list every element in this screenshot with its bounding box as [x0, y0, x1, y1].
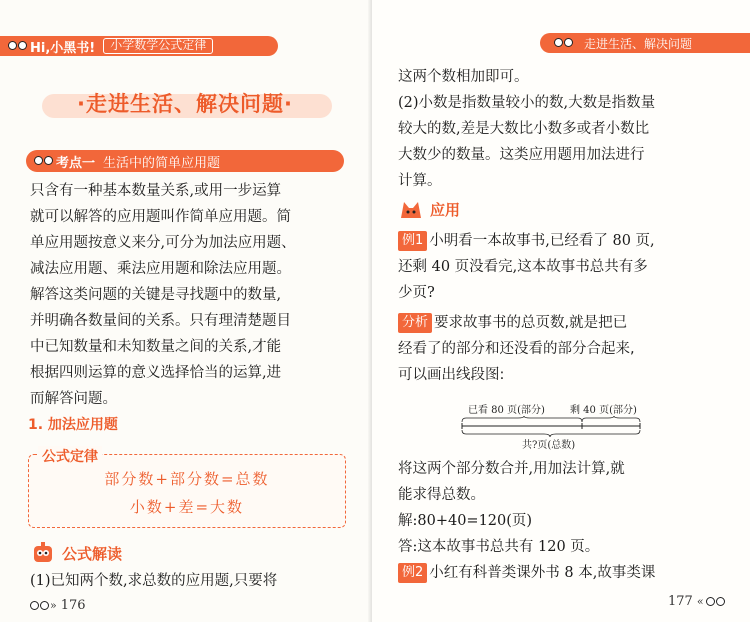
- right-page-number: [668, 594, 726, 609]
- text-line: 并明确各数量间的关系。只有理清楚题目: [30, 313, 291, 329]
- arrows-icon: «: [696, 595, 704, 608]
- diagram-label-total: 共?页(总数): [522, 440, 576, 450]
- left-page-number: [30, 598, 86, 613]
- header-chapter: 走进生活、解决问题: [584, 36, 693, 51]
- left-header-bar: [0, 36, 278, 56]
- formula-line: 小数+差=大数: [129, 498, 245, 516]
- text-line: 就可以解答的应用题叫作简单应用题。简: [30, 209, 291, 225]
- text-line: (1)已知两个数,求总数的应用题,只要将: [30, 573, 278, 589]
- text-line: 较大的数,差是大数比小数多或者小数比: [398, 121, 650, 137]
- mascot-eyes-icon: [554, 38, 574, 48]
- chapter-title: ·走进生活、解决问题·: [77, 92, 293, 116]
- mascot-eyes-icon: [8, 41, 28, 51]
- page-number-text: 177: [668, 594, 693, 609]
- text-line: 小红有科普类课外书 8 本,故事类课: [429, 565, 656, 581]
- mascot-eyes-icon: [706, 597, 726, 607]
- text-line: 中已知数量和未知数量之间的关系,才能: [30, 339, 282, 355]
- text-line: 解答这类问题的关键是寻找题中的数量,: [30, 287, 282, 303]
- analysis-tag: 分析: [398, 313, 432, 333]
- text-line: 经看了的部分和还没看的部分合起来,: [398, 341, 635, 357]
- text-line: 小明看一本故事书,已经看了 80 页,: [429, 233, 655, 249]
- text-line: 解:80+40=120(页): [398, 513, 533, 529]
- analysis-paragraph: [398, 310, 635, 388]
- text-line: 还剩 40 页没看完,这本故事书总共有多: [398, 259, 648, 275]
- continued-paragraph: [398, 64, 655, 194]
- mascot-eyes-icon: [30, 601, 50, 611]
- subheading-addition: 1. 加法应用题: [28, 417, 118, 433]
- section-bar: [26, 150, 344, 172]
- left-page: [0, 0, 372, 622]
- text-line: 只含有一种基本数量关系,或用一步运算: [30, 183, 282, 199]
- formula-tag: 公式定律: [38, 446, 102, 466]
- fox-mascot-icon: [398, 196, 424, 222]
- arrows-icon: »: [50, 599, 57, 612]
- header-brand: Hi,小黑书!: [30, 40, 96, 56]
- text-line: 大数少的数量。这类应用题用加法进行: [398, 147, 645, 163]
- diagram-label-remaining: 剩 40 页(部分): [570, 405, 637, 416]
- section-title: 生活中的简单应用题: [103, 155, 221, 171]
- brace-total: [462, 430, 640, 437]
- right-header-bar: [540, 33, 750, 53]
- text-line: (2)小数是指数量较小的数,大数是指数量: [398, 95, 656, 111]
- line-segment-diagram: [458, 404, 658, 450]
- text-line: 计算。: [398, 173, 442, 189]
- text-line: 单应用题按意义来分,可分为加法应用题、: [30, 235, 296, 251]
- example1-tag: 例1: [398, 231, 427, 251]
- intro-paragraph: [30, 178, 296, 412]
- formula-line: 部分数+部分数=总数: [104, 470, 270, 488]
- explain-heading-row: [30, 540, 122, 566]
- explain-paragraph: [30, 568, 277, 594]
- text-line: 能求得总数。: [398, 487, 485, 503]
- example2-tag: 例2: [398, 563, 427, 583]
- explain-heading: 公式解读: [62, 544, 123, 563]
- apply-heading: 应用: [430, 200, 461, 219]
- text-line: 减法应用题、乘法应用题和除法应用题。: [30, 261, 291, 277]
- text-line: 而解答问题。: [30, 391, 117, 407]
- header-book-title: 小学数学公式定律: [103, 38, 213, 54]
- brace-read: [462, 416, 582, 422]
- page-number-text: 176: [60, 598, 86, 613]
- section-label: 考点一: [56, 155, 96, 171]
- example1-paragraph: [398, 228, 655, 306]
- diagram-label-read: 已看 80 页(部分): [468, 405, 545, 416]
- text-line: 将这两个部分数合并,用加法计算,就: [398, 461, 625, 477]
- text-line: 这两个数相加即可。: [398, 69, 529, 85]
- text-line: 少页?: [398, 285, 435, 301]
- brace-remaining: [582, 416, 640, 422]
- text-line: 根据四则运算的意义选择恰当的运算,进: [30, 365, 282, 381]
- robot-mascot-icon: [30, 540, 56, 566]
- apply-heading-row: [398, 196, 460, 222]
- text-line: 要求故事书的总页数,就是把已: [434, 315, 628, 331]
- solution-paragraph: [398, 456, 655, 586]
- text-line: 可以画出线段图:: [398, 367, 505, 383]
- mascot-eyes-icon: [34, 156, 54, 166]
- text-line: 答:这本故事书总共有 120 页。: [398, 539, 600, 555]
